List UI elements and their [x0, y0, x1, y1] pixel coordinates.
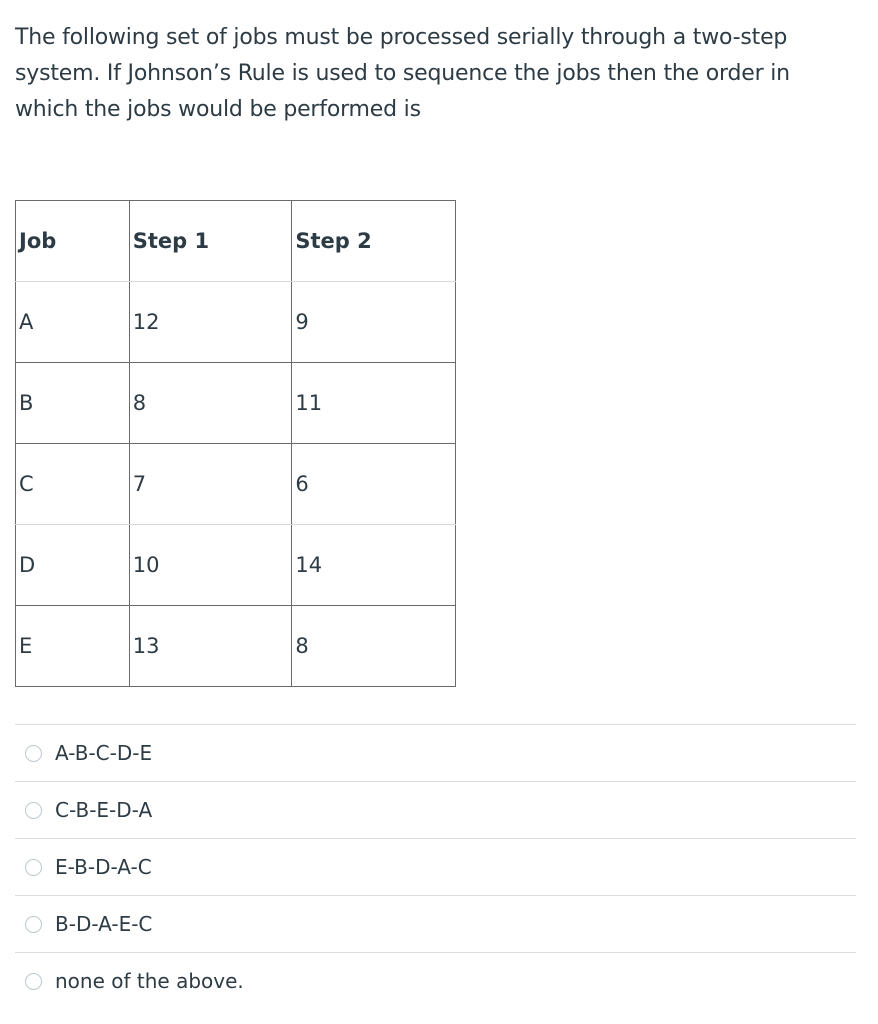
job-cell: A — [16, 282, 130, 363]
job-cell: D — [16, 525, 130, 606]
step-1-cell: 13 — [129, 606, 292, 687]
answer-list — [15, 724, 856, 1009]
answer-label[interactable]: B-D-A-E-C — [55, 912, 153, 936]
step-1-cell: 7 — [129, 444, 292, 525]
table-row — [16, 282, 456, 363]
table-row — [16, 444, 456, 525]
radio-button[interactable] — [25, 745, 42, 762]
radio-button[interactable] — [25, 802, 42, 819]
answer-option[interactable] — [15, 782, 856, 839]
header-step-2: Step 2 — [292, 201, 456, 282]
table-row — [16, 606, 456, 687]
question-text: The following set of jobs must be processed serially through a two-step system. If Johnson’s Rule is used to sequence the jobs then the order in which the jobs would be performed is — [15, 25, 790, 122]
table-header-row — [16, 201, 456, 282]
job-cell: B — [16, 363, 130, 444]
radio-button[interactable] — [25, 859, 42, 876]
table-row — [16, 525, 456, 606]
job-cell: C — [16, 444, 130, 525]
jobs-table — [15, 200, 456, 687]
answer-option[interactable] — [15, 725, 856, 782]
step-2-cell: 14 — [292, 525, 456, 606]
answer-option[interactable] — [15, 839, 856, 896]
step-2-cell: 11 — [292, 363, 456, 444]
answer-label[interactable]: A-B-C-D-E — [55, 741, 153, 765]
radio-button[interactable] — [25, 973, 42, 990]
job-cell: E — [16, 606, 130, 687]
header-job: Job — [16, 201, 130, 282]
answer-label[interactable]: none of the above. — [55, 969, 244, 993]
answer-option[interactable] — [15, 896, 856, 953]
step-1-cell: 12 — [129, 282, 292, 363]
step-1-cell: 10 — [129, 525, 292, 606]
table-row — [16, 363, 456, 444]
answer-option[interactable] — [15, 953, 856, 1009]
header-step-1: Step 1 — [129, 201, 292, 282]
answer-label[interactable]: E-B-D-A-C — [55, 855, 152, 879]
step-2-cell: 6 — [292, 444, 456, 525]
step-2-cell: 9 — [292, 282, 456, 363]
radio-button[interactable] — [25, 916, 42, 933]
step-1-cell: 8 — [129, 363, 292, 444]
step-2-cell: 8 — [292, 606, 456, 687]
answer-label[interactable]: C-B-E-D-A — [55, 798, 153, 822]
